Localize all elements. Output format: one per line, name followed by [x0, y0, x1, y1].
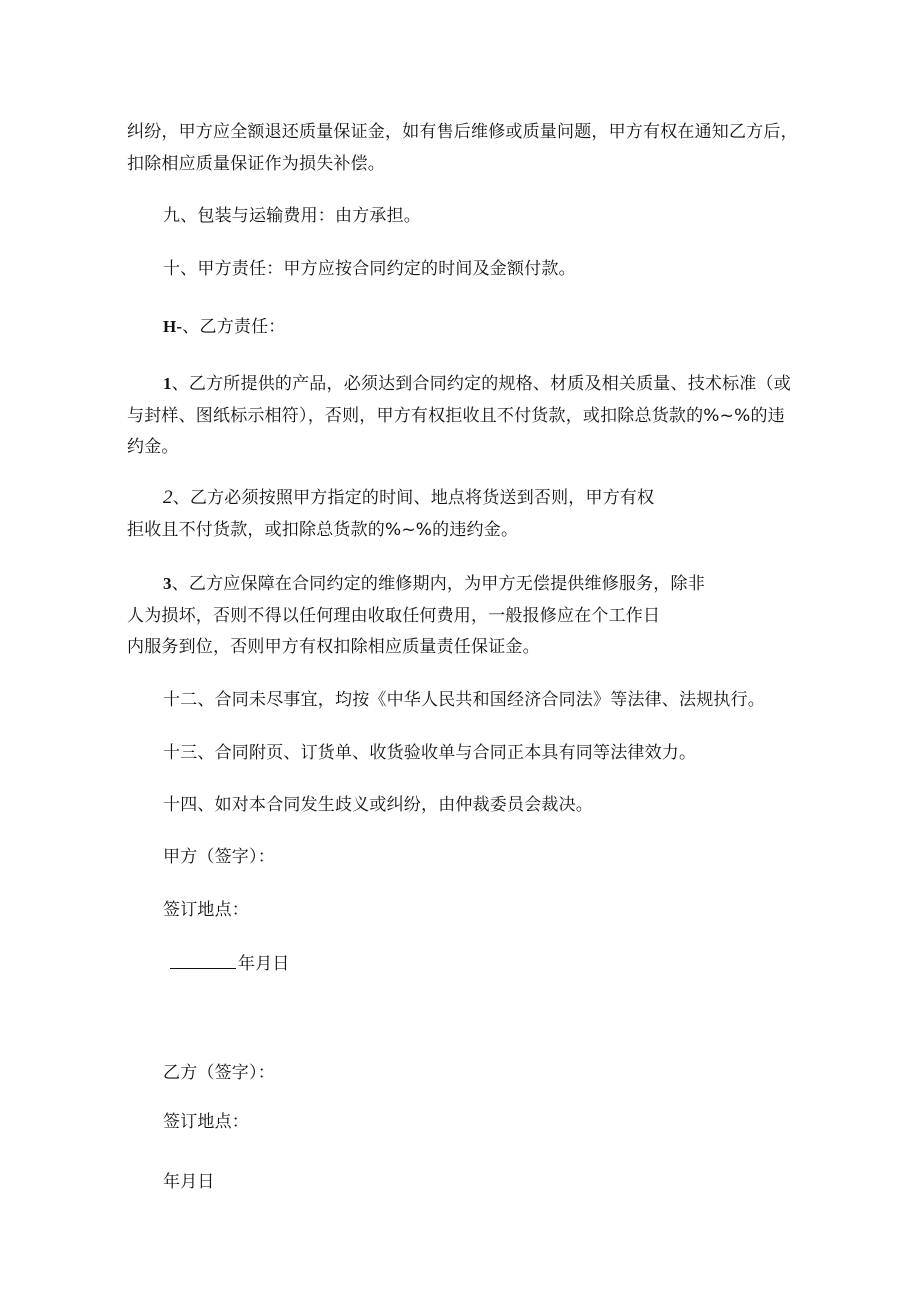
item2-number: 2 — [163, 487, 173, 508]
item3-line3: 内服务到位，否则甲方有权扣除相应质量责任保证金。 — [127, 637, 540, 657]
party-a-date-line — [170, 951, 290, 975]
item1-line2: 与封样、图纸标示相符），否则，甲方有权拒收且不付货款，或扣除总货款的%~%的违 — [127, 406, 785, 426]
item2-line2: 拒收且不付货款，或扣除总货款的%~%的违约金。 — [127, 520, 519, 540]
party-a-location: 签订地点： — [163, 900, 249, 920]
item2-text1: 、乙方必须按照甲方指定的时间、地点将货送到否则，甲方有权 — [172, 488, 655, 508]
clause14: 十四、如对本合同发生歧义或纠纷，由仲裁委员会裁决。 — [163, 795, 593, 815]
clause8-line2: 扣除相应质量保证作为损失补偿。 — [127, 154, 385, 174]
item3-text1: 、乙方应保障在合同约定的维修期内，为甲方无偿提供维修服务，除非 — [171, 574, 705, 594]
party-b-signature: 乙方（签字）： — [163, 1063, 275, 1083]
party-a-signature: 甲方（签字）： — [163, 847, 275, 867]
clause8-line1: 纠纷，甲方应全额退还质量保证金，如有售后维修或质量问题，甲方有权在通知乙方后， — [127, 122, 798, 142]
date-blank-underline — [170, 951, 236, 969]
item1-line3: 约金。 — [127, 437, 179, 457]
clause10: 十、甲方责任：甲方应按合同约定的时间及金额付款。 — [163, 259, 576, 279]
item3-number: 3 — [163, 574, 172, 593]
item1-text1: 、乙方所提供的产品，必须达到合同约定的规格、材质及相关质量、技术标准（或 — [171, 374, 791, 394]
item1-number: 1 — [163, 374, 172, 393]
item3-line2: 人为损坏，否则不得以任何理由收取任何费用，一般报修应在个工作日 — [127, 606, 661, 626]
party-a-date: 年月日 — [238, 954, 290, 974]
clause12: 十二、合同未尽事宜，均按《中华人民共和国经济合同法》等法律、法规执行。 — [163, 690, 765, 710]
clause11-number: H- — [163, 317, 183, 336]
clause9: 九、包装与运输费用：由方承担。 — [163, 206, 421, 226]
clause13: 十三、合同附页、订货单、收货验收单与合同正本具有同等法律效力。 — [163, 743, 697, 763]
clause11-heading — [163, 316, 286, 338]
item1-line1 — [163, 373, 791, 395]
item3-line1 — [163, 573, 705, 595]
clause11-text: 、乙方责任： — [182, 317, 286, 337]
party-b-date: 年月日 — [163, 1172, 215, 1192]
party-b-location: 签订地点： — [163, 1112, 249, 1132]
item2-line1 — [163, 487, 654, 509]
